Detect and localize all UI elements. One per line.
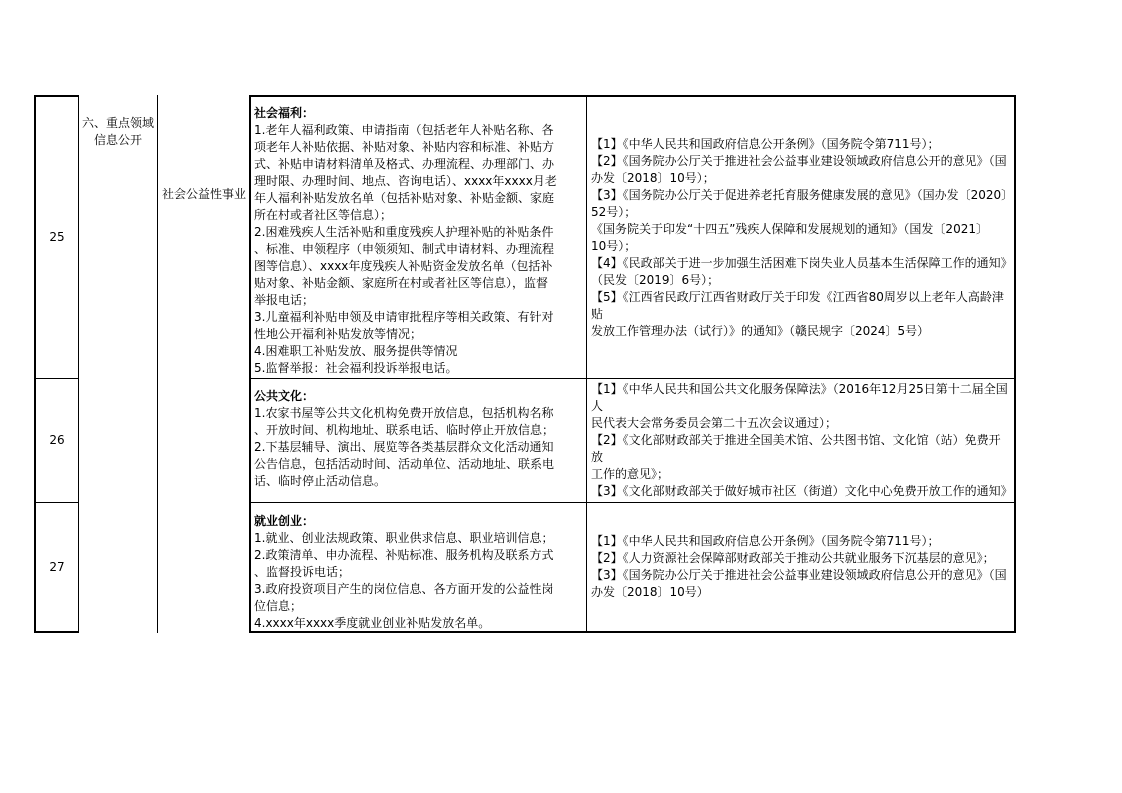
basis-line: 【1】《中华人民共和国政府信息公开条例》（国务院令第711号）； (591, 534, 940, 548)
basis-line: 【1】《中华人民共和国政府信息公开条例》（国务院令第711号）； (591, 136, 940, 151)
row-number-cell (36, 97, 78, 378)
content-line: 、标准、申领程序（申领须知、制式申请材料、办理流程 (254, 242, 555, 256)
table-bottom-border (34, 631, 79, 633)
basis-line: 办发〔2018〕10号） (591, 585, 709, 599)
content-line: 5.监督举报：社会福利投诉举报电话。 (254, 361, 458, 375)
content-line: 3.政府投资项目产生的岗位信息、各方面开发的公益性岗 (254, 582, 554, 596)
basis-line: 【3】《国务院办公厅关于促进养老托育服务健康发展的意见》（国办发〔2020〕 (591, 187, 1014, 202)
basis-line: 10号）； (591, 238, 637, 253)
content-line: 1.老年人福利政策、申请指南（包括老年人补贴名称、各 (254, 123, 554, 137)
row-number: 26 (49, 433, 65, 447)
content-line: 公告信息，包括活动时间、活动单位、活动地址、联系电 (254, 457, 555, 471)
row-number: 25 (49, 230, 65, 244)
content-line: 4.困难职工补贴发放、服务提供等情况 (254, 344, 458, 358)
row-number: 27 (49, 559, 65, 574)
content-line: 、监督投诉电话； (254, 565, 351, 579)
content-cell (251, 512, 586, 632)
basis-line: 【1】《中华人民共和国公共文化服务保障法》（2016年12月25日第十二届全国人 (591, 382, 1008, 413)
basis-cell (587, 97, 1014, 378)
content-line: 1.就业、创业法规政策、职业供求信息、职业培训信息； (254, 531, 554, 545)
basis-line: 《国务院关于印发“十四五”残疾人保障和发展规划的通知》（国发〔2021〕 (591, 221, 988, 236)
content-line: 所在村或者社区等信息）； (254, 208, 393, 222)
category-cell (81, 115, 155, 149)
content-line: 举报电话； (254, 293, 315, 307)
content-line: 2.下基层辅导、演出、展览等各类基层群众文化活动通知 (254, 440, 554, 454)
basis-line: 工作的意见》； (591, 467, 670, 481)
row-number-cell (36, 503, 78, 631)
basis-cell (587, 379, 1014, 502)
col-border-right (1014, 95, 1016, 633)
content-cell (251, 104, 586, 377)
content-line: 2.困难残疾人生活补贴和重度残疾人护理补贴的补贴条件 (254, 225, 554, 239)
content-line: 1.农家书屋等公共文化机构免费开放信息，包括机构名称 (254, 406, 554, 420)
basis-line: （民发〔2019〕6号）； (591, 272, 720, 287)
content-line: 位信息； (254, 599, 303, 613)
content-line: 、开放时间、机构地址、联系电话、临时停止开放信息； (254, 423, 555, 437)
basis-line: 【3】《国务院办公厅关于推进社会公益事业建设领域政府信息公开的意见》（国 (591, 568, 1007, 582)
basis-line: 【3】《文化部财政部关于做好城市社区（街道）文化中心免费开放工作的通知》 (591, 484, 1013, 498)
basis-line: 【2】《人力资源社会保障部财政部关于推动公共就业服务下沉基层的意见》； (591, 551, 995, 565)
content-line: 年人福利补贴发放名单（包括补贴对象、补贴金额、家庭 (254, 191, 555, 205)
basis-line: 办发〔2018〕10号）； (591, 170, 715, 185)
subcategory-cell (161, 186, 247, 203)
content-line: 性地公开福利补贴发放等情况； (254, 327, 423, 341)
row-number-cell (36, 379, 78, 502)
basis-cell (587, 503, 1014, 631)
content-line: 理时限、办理时间、地点、咨询电话）、xxxx年xxxx月老 (254, 174, 557, 188)
content-line: 贴对象、补贴金额、家庭所在村或者社区等信息），监督 (254, 276, 549, 290)
basis-line: 发放工作管理办法（试行）》的通知》（赣民规字〔2024〕5号） (591, 323, 930, 338)
col-border-2 (157, 95, 158, 633)
basis-line: 52号）； (591, 204, 637, 219)
basis-line: 【4】《民政部关于进一步加强生活困难下岗失业人员基本生活保障工作的通知》 (591, 255, 1013, 270)
content-line: 话、临时停止活动信息。 (254, 474, 387, 488)
basis-line: 民代表大会常务委员会第二十五次会议通过）； (591, 416, 838, 430)
basis-line: 【2】《国务院办公厅关于推进社会公益事业建设领域政府信息公开的意见》（国 (591, 153, 1007, 168)
col-border-1 (78, 95, 79, 633)
content-title: 就业创业： (254, 514, 315, 528)
content-cell (251, 387, 586, 490)
content-line: 图等信息）、xxxx年度残疾人补贴资金发放名单（包括补 (254, 259, 553, 273)
content-line: 3.儿童福利补贴申领及申请审批程序等相关政策、有针对 (254, 310, 554, 324)
basis-line: 【2】《文化部财政部关于推进全国美术馆、公共图书馆、文化馆（站）免费开放 (591, 433, 1001, 464)
basis-line: 【5】《江西省民政厅江西省财政厅关于印发《江西省80周岁以上老年人高龄津贴 (591, 289, 1004, 321)
content-line: 2.政策清单、申办流程、补贴标准、服务机构及联系方式 (254, 548, 554, 562)
content-line: 式、补贴申请材料清单及格式、办理流程、办理部门、办 (254, 157, 555, 171)
subcategory-label: 社会公益性事业 (161, 187, 246, 201)
content-line: 项老年人补贴依据、补贴对象、补贴内容和标准、补贴方 (254, 140, 555, 154)
content-title: 公共文化： (254, 389, 315, 403)
category-label: 六、重点领域信息公开 (81, 116, 154, 147)
content-title: 社会福利： (254, 106, 315, 120)
content-line: 4.xxxx年xxxx季度就业创业补贴发放名单。 (254, 616, 491, 630)
